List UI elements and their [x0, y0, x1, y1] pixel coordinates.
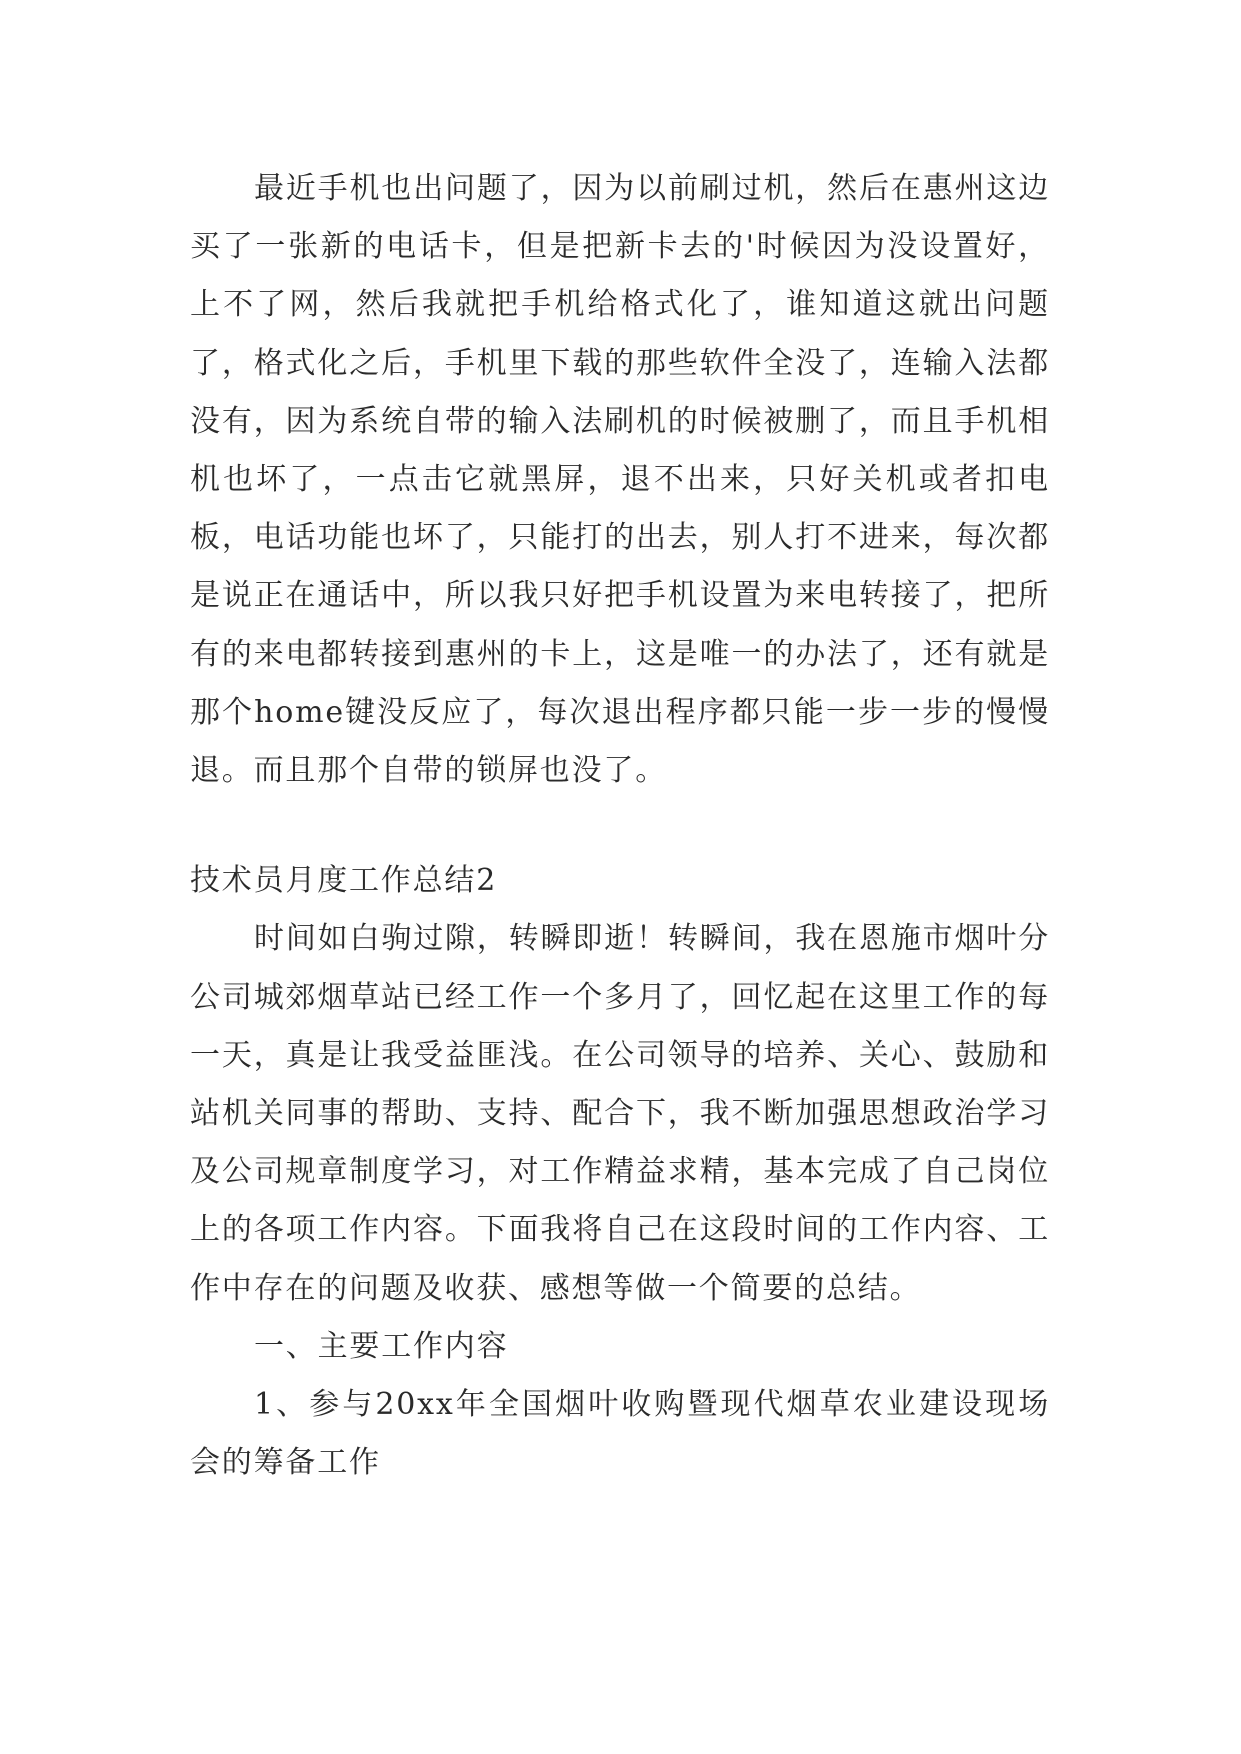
subheading-main-work: 一、主要工作内容	[254, 1328, 509, 1364]
paragraph-phone-issues: 最近手机也出问题了，因为以前刷过机，然后在惠州这边买了一张新的电话卡，但是把新卡去的'时候因为没设置好，上不了网，然后我就把手机给格式化了，谁知道这就出问题了，格式化之后，手机里下载的那些软件全没了，连输入法都没有，因为系统自带的输入法刷机的时候被删了，而且手机相机也坏了，一点击它就黑屏，退不出来，只好关机或者扣电板，电话功能也坏了，只能打的出去，别人打不进来，每次都是说正在通话中，所以我只好把手机设置为来电转接了，把所有的来电都转接到惠州的卡上，这是唯一的办法了，还有就是那个home键没反应了，每次退出程序都只能一步一步的慢慢退。而且那个自带的锁屏也没了。	[190, 171, 1050, 789]
document-body	[190, 160, 1050, 1492]
list-item-1: 1、参与20xx年全国烟叶收购暨现代烟草农业建设现场会的筹备工作	[190, 1387, 1050, 1481]
section-title: 技术员月度工作总结2	[190, 863, 498, 899]
paragraph-intro: 时间如白驹过隙，转瞬即逝！转瞬间，我在恩施市烟叶分公司城郊烟草站已经工作一个多月了，回忆起在这里工作的每一天，真是让我受益匪浅。在公司领导的培养、关心、鼓励和站机关同事的帮助、支持、配合下，我不断加强思想政治学习及公司规章制度学习，对工作精益求精，基本完成了自己岗位上的各项工作内容。下面我将自己在这段时间的工作内容、工作中存在的问题及收获、感想等做一个简要的总结。	[190, 921, 1050, 1306]
